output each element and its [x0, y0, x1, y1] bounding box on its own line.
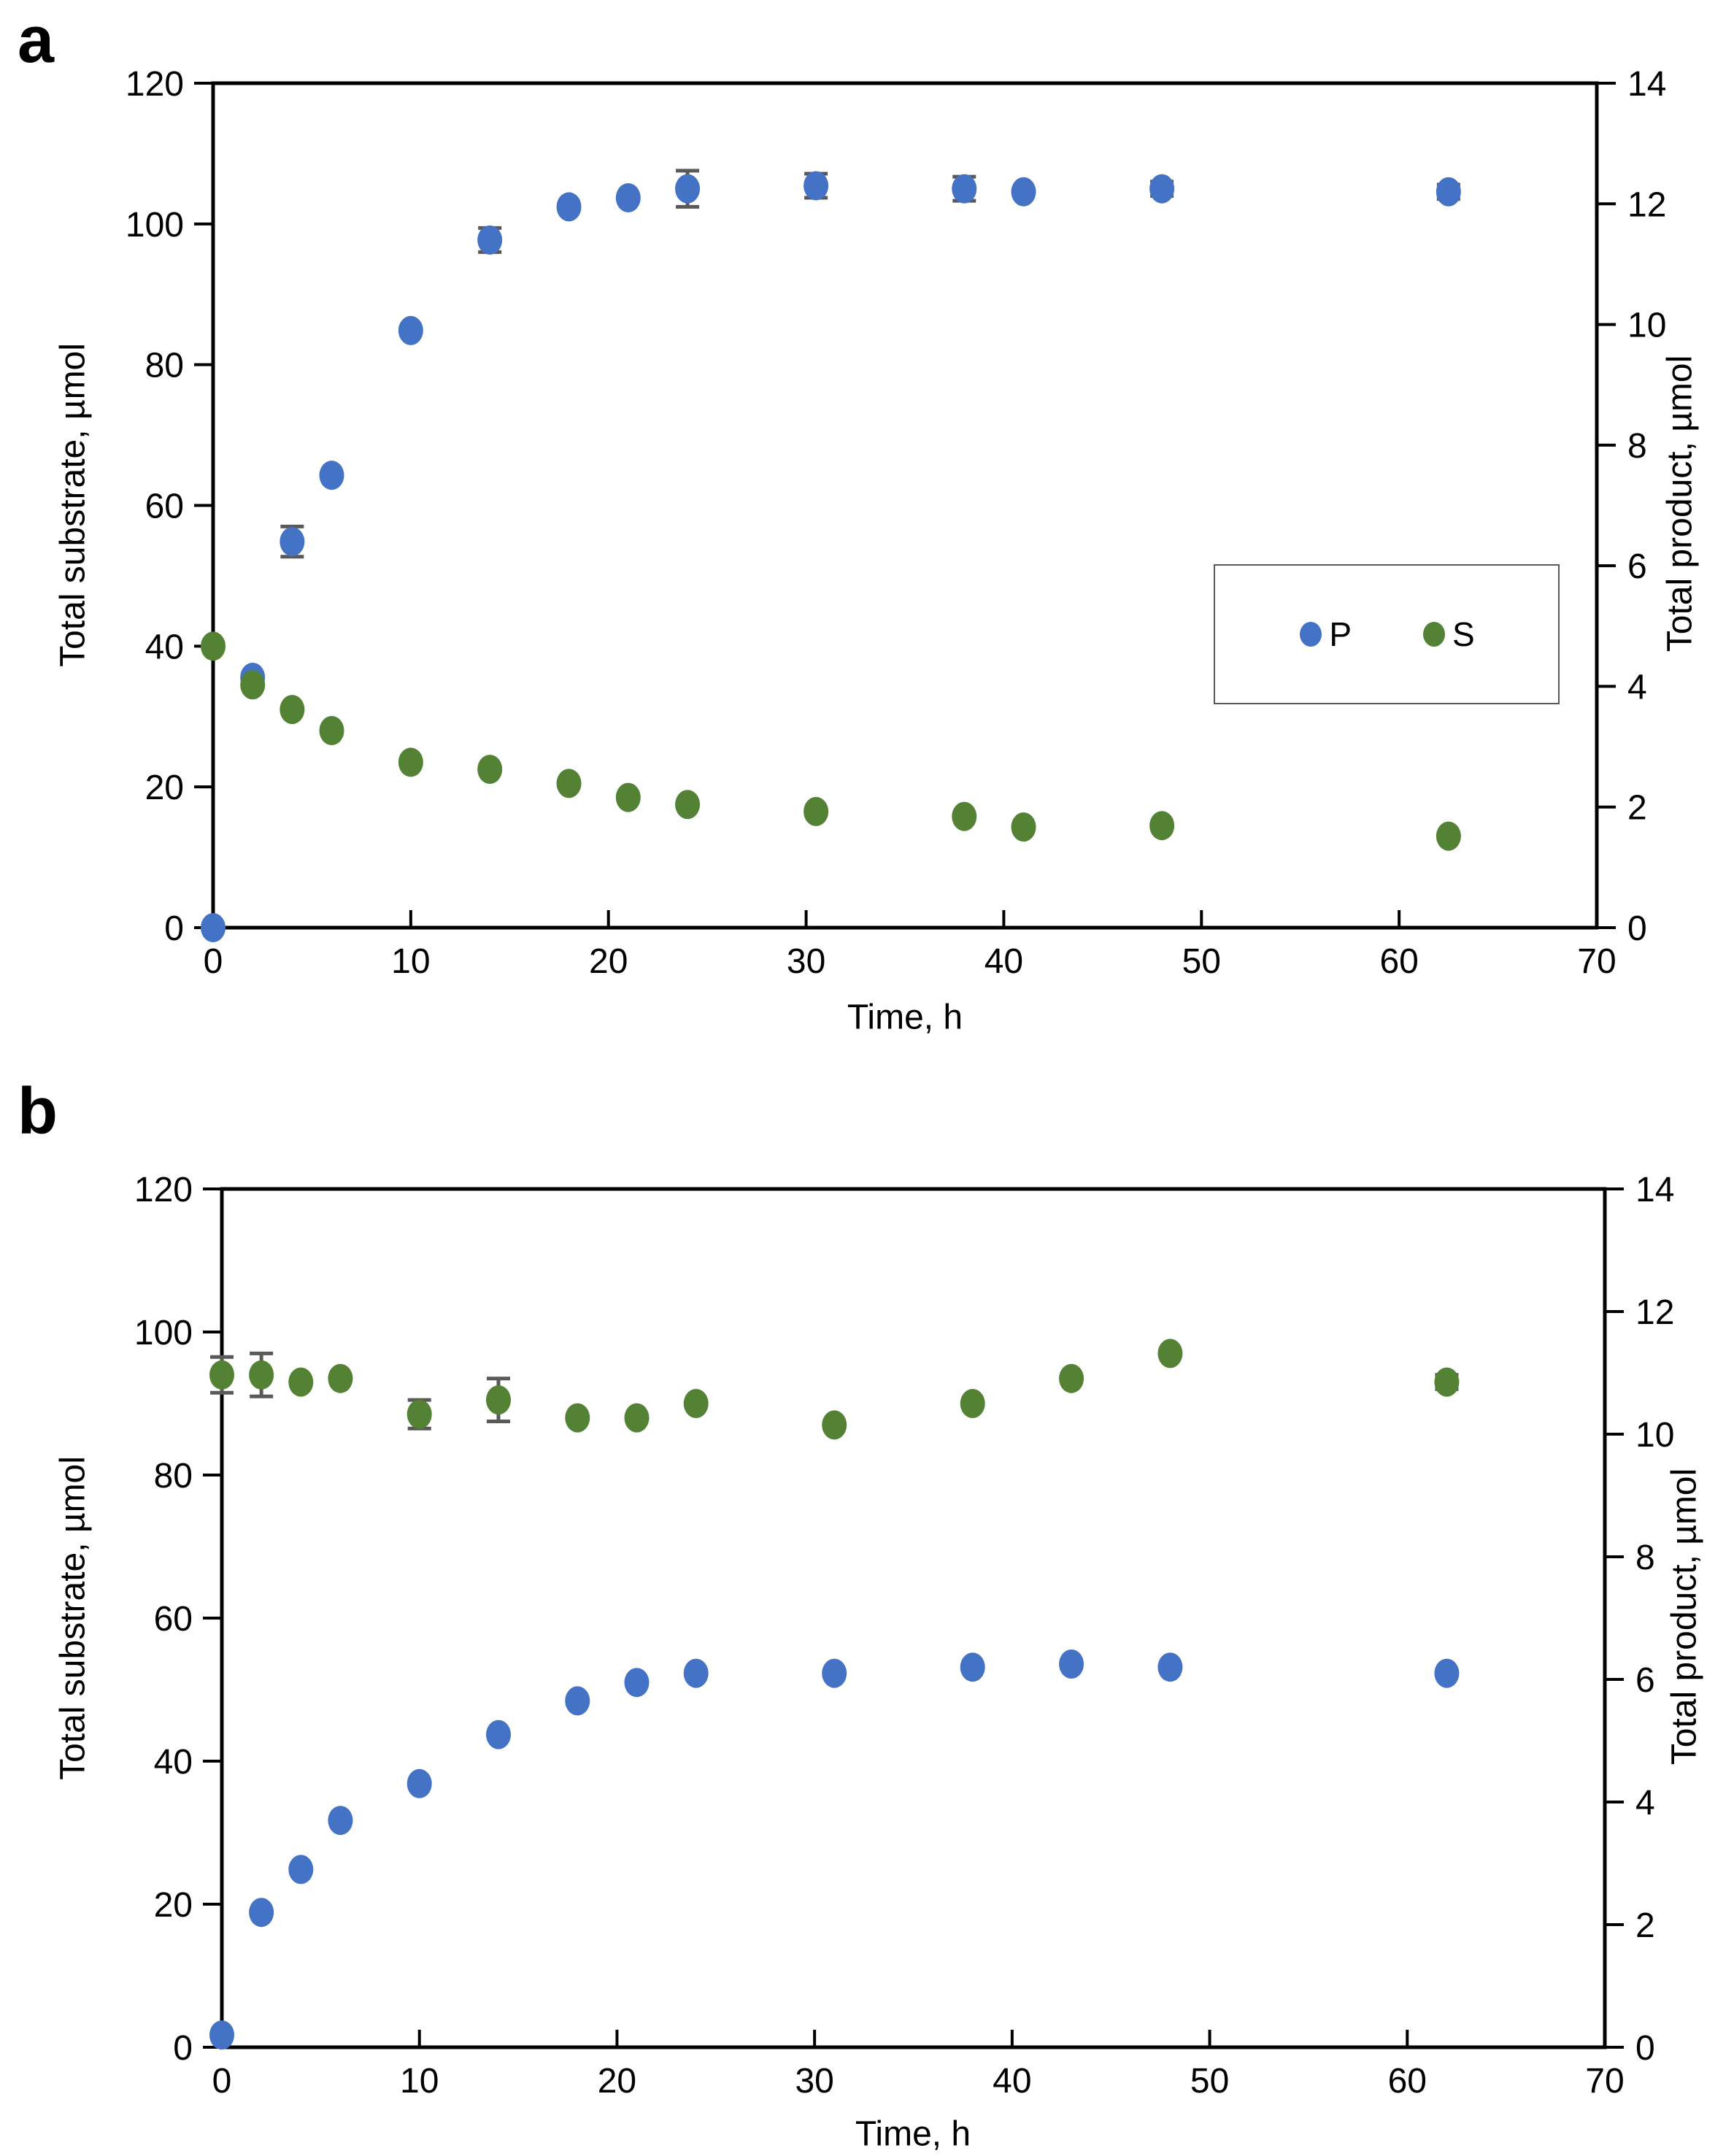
data-point-S [1157, 1339, 1182, 1368]
data-point-P [616, 183, 641, 212]
data-point-S [616, 783, 641, 812]
data-point-S [209, 1360, 234, 1390]
y-left-tick-label: 80 [144, 346, 184, 385]
data-point-P [486, 1720, 511, 1749]
legend-marker-p-icon [1298, 620, 1323, 649]
y-left-tick-label: 60 [144, 487, 184, 526]
data-point-S [320, 716, 344, 745]
y-right-tick-label: 8 [1635, 1539, 1655, 1577]
data-point-S [822, 1410, 847, 1439]
panel-b-letter: b [18, 1075, 58, 1148]
y-left-tick-label: 100 [125, 205, 184, 245]
data-point-P [280, 527, 304, 556]
x-tick-label: 70 [1577, 942, 1617, 981]
data-point-P [565, 1686, 590, 1715]
data-point-P [1149, 174, 1174, 204]
x-tick-label: 0 [212, 2062, 232, 2101]
data-point-S [407, 1400, 432, 1429]
y-right-tick-label: 6 [1627, 547, 1647, 587]
data-point-P [1436, 177, 1461, 207]
x-tick-label: 30 [786, 942, 826, 981]
data-point-S [201, 631, 226, 661]
data-point-P [288, 1855, 313, 1884]
data-point-P [407, 1769, 432, 1798]
y-left-tick-label: 20 [144, 769, 184, 808]
x-tick-label: 60 [1387, 2062, 1427, 2101]
y-right-tick-label: 8 [1627, 426, 1647, 466]
x-tick-label: 0 [203, 942, 223, 981]
data-point-S [960, 1389, 985, 1418]
data-point-P [249, 1898, 274, 1927]
x-tick-label: 10 [400, 2062, 439, 2101]
legend-marker-s-icon [1422, 620, 1446, 649]
x-tick-label: 40 [993, 2062, 1032, 2101]
data-point-S [804, 797, 828, 826]
data-point-P [804, 171, 828, 200]
data-point-S [486, 1385, 511, 1414]
data-point-P [1157, 1652, 1182, 1682]
data-point-S [280, 695, 304, 724]
data-point-S [1436, 822, 1461, 851]
panel-a-x-axis-title: Time, h [847, 998, 963, 1037]
data-point-P [477, 226, 502, 255]
y-left-tick-label: 100 [134, 1314, 193, 1352]
y-right-tick-label: 6 [1635, 1661, 1655, 1700]
data-point-S [1012, 812, 1036, 842]
y-right-tick-label: 12 [1635, 1293, 1675, 1332]
y-right-tick-label: 4 [1627, 668, 1647, 707]
panel-a-frame [213, 83, 1597, 928]
x-tick-label: 70 [1585, 2062, 1625, 2101]
legend [1214, 564, 1560, 704]
data-point-S [328, 1364, 352, 1393]
x-tick-label: 30 [795, 2062, 834, 2101]
data-point-P [320, 461, 344, 490]
y-right-tick-label: 14 [1627, 65, 1667, 104]
panel-a-left-axis-title: Total substrate, µmol [53, 343, 93, 667]
legend-entry-s [1422, 615, 1475, 654]
y-left-tick-label: 80 [153, 1457, 193, 1495]
panel-a-right-axis-title: Total product, µmol [1660, 355, 1700, 652]
y-right-tick-label: 14 [1635, 1171, 1675, 1209]
y-left-tick-label: 120 [134, 1171, 193, 1209]
y-left-tick-label: 0 [164, 909, 184, 948]
data-point-S [675, 790, 700, 819]
data-point-P [1012, 177, 1036, 207]
x-tick-label: 60 [1379, 942, 1419, 981]
y-right-tick-label: 0 [1627, 909, 1647, 948]
data-point-S [1059, 1364, 1084, 1393]
legend-label-s: S [1452, 615, 1475, 653]
data-point-S [477, 755, 502, 784]
data-point-S [288, 1368, 313, 1397]
data-point-S [557, 769, 582, 798]
data-point-P [209, 2020, 234, 2049]
panel-b-left-axis-title: Total substrate, µmol [53, 1456, 93, 1780]
data-point-P [1059, 1649, 1084, 1679]
y-left-tick-label: 20 [153, 1886, 193, 1925]
data-point-S [1149, 811, 1174, 840]
data-point-S [625, 1404, 650, 1433]
data-point-S [249, 1360, 274, 1390]
y-right-tick-label: 2 [1627, 788, 1647, 828]
x-tick-label: 40 [984, 942, 1024, 981]
y-left-tick-label: 40 [144, 628, 184, 667]
data-point-P [398, 316, 423, 345]
legend-label-p: P [1329, 615, 1352, 653]
data-point-S [1434, 1368, 1459, 1397]
y-right-tick-label: 2 [1635, 1906, 1655, 1945]
data-point-S [398, 747, 423, 777]
y-left-tick-label: 60 [153, 1600, 193, 1639]
x-tick-label: 50 [1190, 2062, 1230, 2101]
legend-entry-p [1298, 615, 1352, 654]
data-point-S [240, 670, 265, 699]
data-point-P [960, 1652, 985, 1682]
y-right-tick-label: 4 [1635, 1784, 1655, 1822]
y-left-tick-label: 120 [125, 65, 184, 104]
data-point-P [684, 1659, 709, 1688]
data-point-P [822, 1659, 847, 1688]
data-point-S [952, 802, 976, 831]
panel-b-frame [222, 1189, 1605, 2047]
panel-b-x-axis-title: Time, h [855, 2114, 971, 2154]
x-tick-label: 20 [597, 2062, 637, 2101]
y-right-tick-label: 10 [1635, 1416, 1675, 1455]
data-point-P [557, 192, 582, 221]
y-right-tick-label: 12 [1627, 185, 1667, 225]
y-left-tick-label: 40 [153, 1743, 193, 1782]
data-point-S [684, 1389, 709, 1418]
data-point-P [1434, 1659, 1459, 1688]
y-right-tick-label: 0 [1635, 2029, 1655, 2068]
x-tick-label: 20 [589, 942, 628, 981]
data-point-P [625, 1668, 650, 1697]
data-point-P [675, 174, 700, 204]
data-point-P [952, 174, 976, 204]
x-tick-label: 50 [1182, 942, 1221, 981]
data-point-P [328, 1806, 352, 1835]
y-right-tick-label: 10 [1627, 306, 1667, 345]
panel-b-right-axis-title: Total product, µmol [1665, 1468, 1704, 1766]
x-tick-label: 10 [391, 942, 431, 981]
data-point-S [565, 1404, 590, 1433]
y-left-tick-label: 0 [173, 2029, 193, 2068]
data-point-P [201, 913, 226, 942]
panel-a-letter: a [18, 4, 55, 77]
